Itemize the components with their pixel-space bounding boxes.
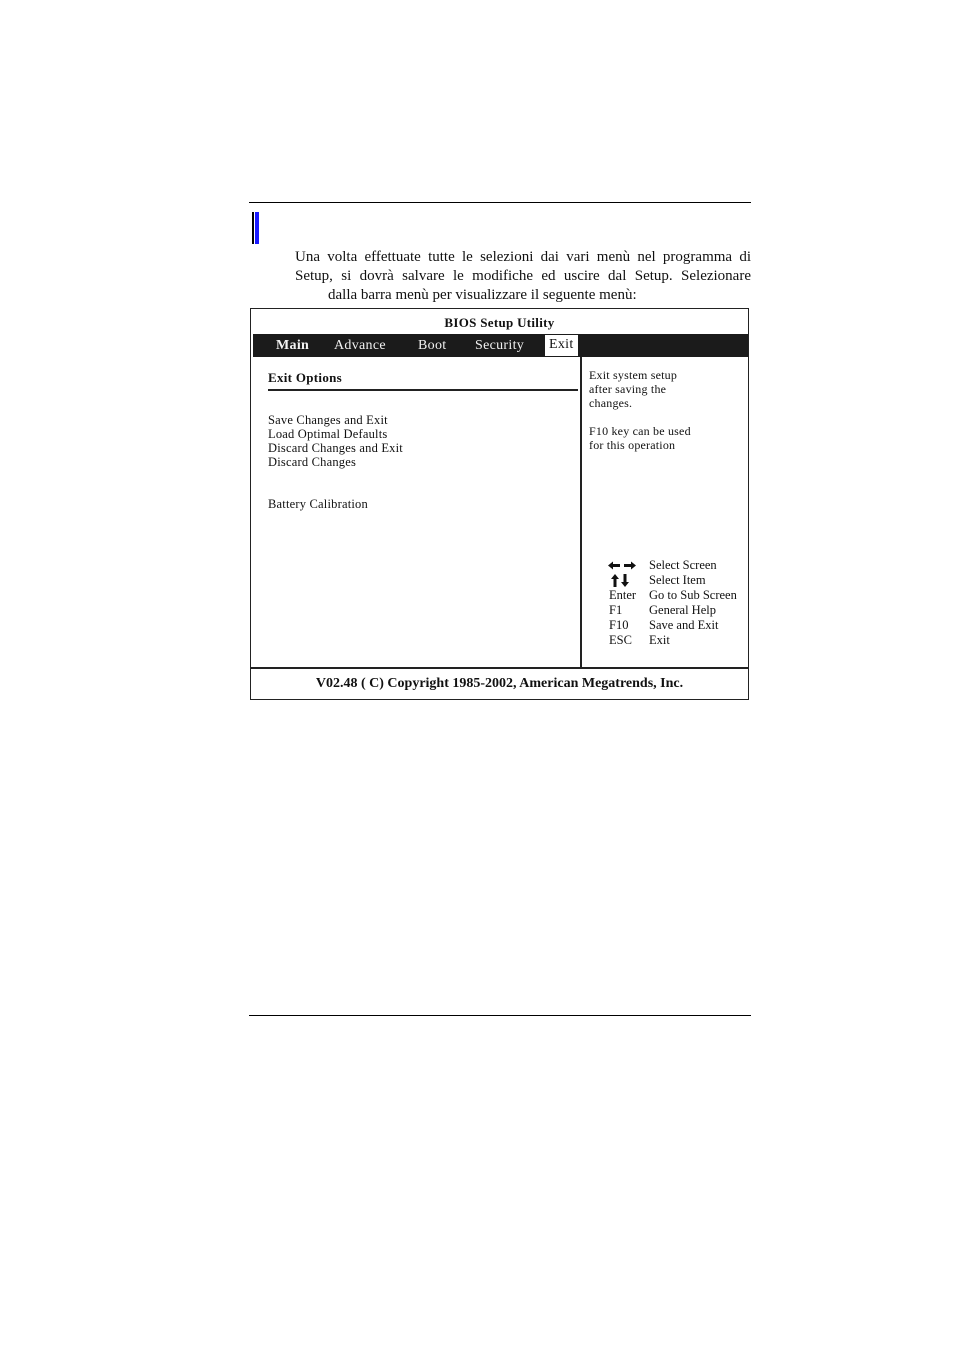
intro-line-3: dalla barra menù per visualizzare il seguente menù:	[328, 287, 637, 303]
bottom-rule	[249, 1015, 751, 1016]
key-desc-f1: General Help	[649, 603, 716, 617]
help-line-1: Exit system setup	[589, 368, 678, 382]
option-discard-changes-and-exit[interactable]: Discard Changes and Exit	[268, 441, 403, 455]
bios-menu-bar	[253, 334, 748, 357]
key-row-f10	[589, 618, 749, 633]
option-load-optimal-defaults[interactable]: Load Optimal Defaults	[268, 427, 388, 441]
key-desc-esc: Exit	[649, 633, 670, 647]
help-line-2: after saving the	[589, 382, 667, 396]
top-rule	[249, 202, 751, 203]
exit-options-underline	[268, 389, 578, 391]
key-row-enter	[589, 588, 749, 603]
help-line-4: F10 key can be used	[589, 424, 691, 438]
key-desc-select-item: Select Item	[649, 573, 706, 587]
key-label-esc: ESC	[609, 633, 632, 647]
key-label-f10: F10	[609, 618, 629, 632]
menu-tab-exit[interactable]: Exit	[545, 335, 578, 356]
menu-tab-boot[interactable]: Boot	[418, 338, 447, 353]
key-row-select-screen	[589, 558, 749, 573]
key-desc-select-screen: Select Screen	[649, 558, 717, 572]
menu-tab-main[interactable]: Main	[276, 338, 310, 353]
key-desc-enter: Go to Sub Screen	[649, 588, 737, 602]
exit-options-title: Exit Options	[268, 370, 343, 385]
help-line-5: for this operation	[589, 438, 676, 452]
intro-paragraph	[295, 248, 751, 305]
key-row-f1	[589, 603, 749, 618]
key-label-f1: F1	[609, 603, 623, 617]
option-battery-calibration[interactable]: Battery Calibration	[268, 497, 368, 511]
option-save-changes-and-exit[interactable]: Save Changes and Exit	[268, 413, 388, 427]
bios-screenshot	[250, 308, 749, 700]
key-row-esc	[589, 633, 749, 648]
menu-tab-security[interactable]: Security	[475, 338, 525, 353]
copyright-footer: V02.48 ( C) Copyright 1985-2002, American Megatrends, Inc.	[315, 676, 684, 691]
key-desc-f10: Save and Exit	[649, 618, 719, 632]
footer-rule	[251, 667, 748, 669]
pane-divider	[580, 357, 582, 667]
option-discard-changes[interactable]: Discard Changes	[268, 455, 357, 469]
section-marker-bar	[252, 212, 262, 244]
menu-tab-advance[interactable]: Advance	[334, 338, 386, 353]
intro-line-2: Setup, si dovrà salvare le modifiche ed uscire dal Setup. Selezionare	[295, 268, 751, 284]
key-row-select-item	[589, 573, 749, 588]
left-right-arrows-icon	[607, 558, 637, 573]
up-down-arrows-icon	[607, 573, 637, 588]
bios-title: BIOS Setup Utility	[444, 315, 555, 330]
key-label-enter: Enter	[609, 588, 637, 602]
help-line-3: changes.	[589, 396, 633, 410]
intro-line-1: Una volta effettuate tutte le selezioni dai vari menù nel programma di	[295, 249, 751, 265]
